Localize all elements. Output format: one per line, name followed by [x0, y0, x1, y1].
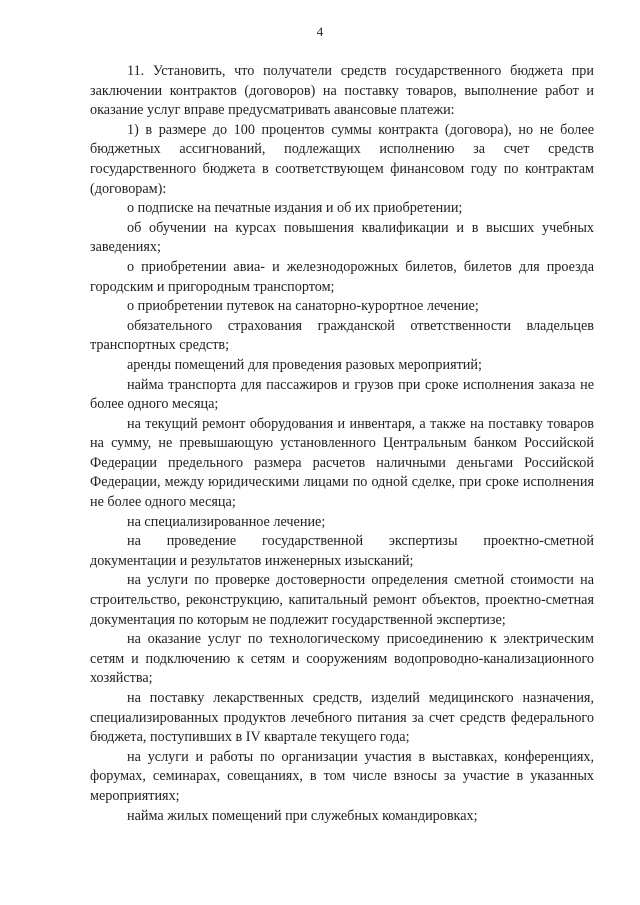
- paragraph: об обучении на курсах повышения квалификации и в высших учебных заведениях;: [90, 219, 594, 256]
- paragraph: на оказание услуг по технологическому присоединению к электрическим сетям и подключению к сетям и сооружениям водопроводно-канализационного хозяйства;: [90, 631, 594, 687]
- document-body: [90, 62, 594, 826]
- paragraph: аренды помещений для проведения разовых мероприятий;: [127, 356, 482, 373]
- paragraph: на поставку лекарственных средств, изделий медицинского назначения, специализированных продуктов лечебного питания за счет средств федерального бюджета, поступивших в IV квартале текущего года;: [90, 690, 594, 746]
- paragraph: на услуги и работы по организации участия в выставках, конференциях, форумах, семинарах, совещаниях, в том числе взносы за участие в указанных мероприятиях;: [90, 748, 594, 804]
- paragraph: о приобретении путевок на санаторно-курортное лечение;: [127, 298, 479, 315]
- paragraph: на проведение государственной экспертизы проектно-сметной документации и результатов инженерных изысканий;: [90, 533, 594, 569]
- paragraph: 1) в размере до 100 процентов суммы контракта (договора), но не более бюджетных ассигнований, подлежащих исполнению за счет средств государственного бюджета в соответствующем финансовом году по контрактам (договорам):: [90, 121, 594, 197]
- paragraph: обязательного страхования гражданской ответственности владельцев транспортных средств;: [90, 317, 594, 354]
- paragraph: найма жилых помещений при служебных командировках;: [127, 807, 478, 824]
- paragraph: о подписке на печатные издания и об их приобретении;: [127, 200, 463, 217]
- paragraph: на специализированное лечение;: [127, 513, 326, 530]
- paragraph: о приобретении авиа- и железнодорожных билетов, билетов для проезда городским и пригородным транспортом;: [90, 258, 594, 295]
- paragraph: на текущий ремонт оборудования и инвентаря, а также на поставку товаров на сумму, не превышающую установленного Центральным банком Российской Федерации предельного размера расчетов наличными деньгами Российской Федерации, между юридическими лицами по одной сделке, при сроке исполнения не более одного месяца;: [90, 415, 594, 511]
- paragraph: найма транспорта для пассажиров и грузов при сроке исполнения заказа не более одного месяца;: [90, 376, 594, 413]
- page-number: 4: [316, 24, 324, 39]
- paragraph: на услуги по проверке достоверности определения сметной стоимости на строительство, реконструкцию, капитальный ремонт объектов, проектно-сметная документация по которым не подлежит государственной экспертизе;: [90, 572, 594, 628]
- paragraph: 11. Установить, что получатели средств государственного бюджета при заключении контрактов (договоров) на поставку товаров, выполнение работ и оказание услуг вправе предусматривать авансовые платежи:: [90, 63, 594, 119]
